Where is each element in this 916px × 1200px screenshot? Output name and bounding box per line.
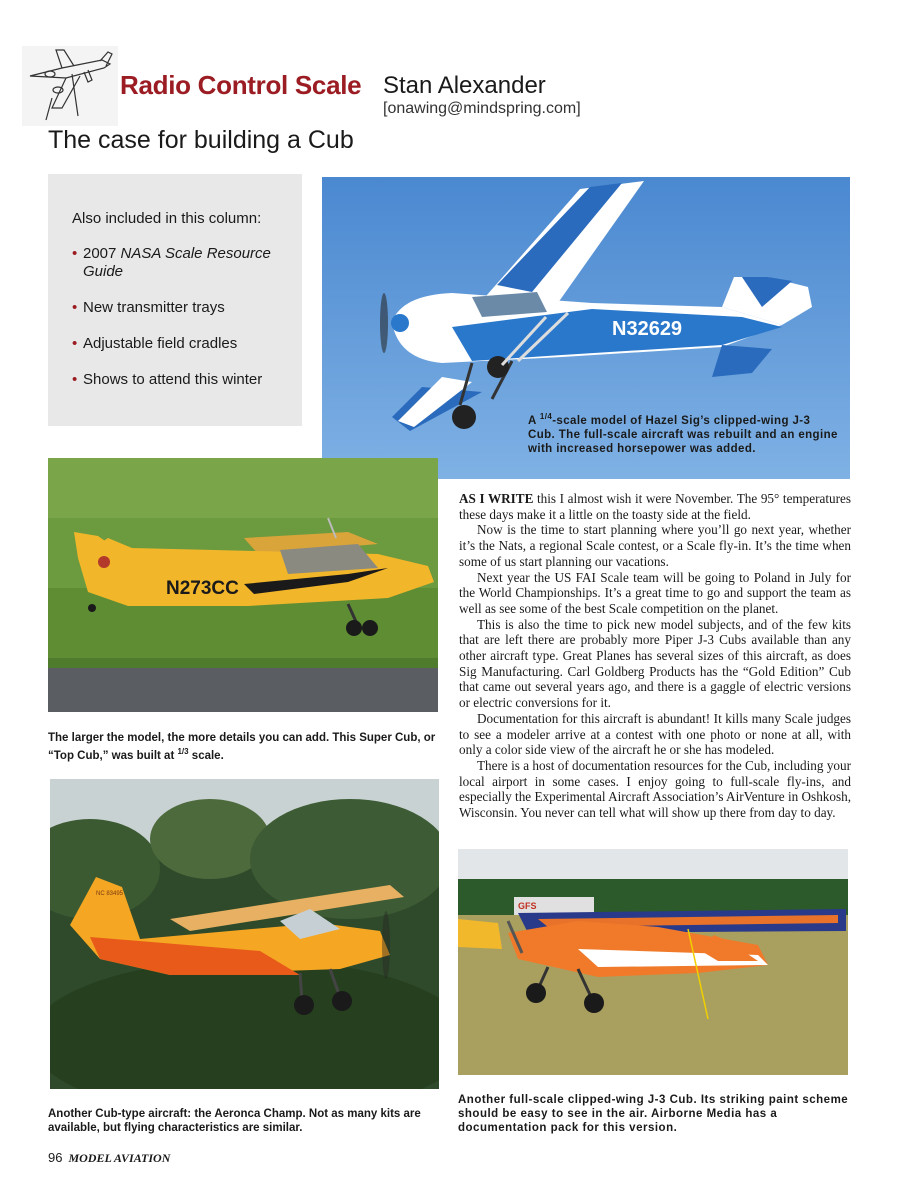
- caption-photo-4: Another full-scale clipped-wing J-3 Cub. Its striking paint scheme should be easy to see in the air. Airborne Media has a documentation pack for this version.: [458, 1094, 849, 1134]
- registration-text: N32629: [612, 318, 683, 340]
- sidebar-item: • Shows to attend this winter: [72, 371, 282, 389]
- body-paragraph: AS I WRITE this I almost wish it were November. The 95° temperatures these days make it a little on the toasty side at the field.: [459, 491, 852, 522]
- sidebar-item: • Adjustable field cradles: [72, 335, 282, 353]
- photo-aeronca-champ: [50, 779, 439, 1089]
- sidebar-item: • New transmitter trays: [72, 299, 282, 317]
- body-paragraph: This is also the time to pick new model subjects, and of the few kits that are left there are probably more Piper J-3 Cubs available than any other aircraft type. Great Planes has several sizes of this aircraft, as does Sig Manufacturing. Carl Goldberg Products has the “Gold Edition” Cub that came out several years ago, and there is a gaggle of electric versions or electric conversions for it.: [459, 616, 851, 711]
- sidebar-title: Also included in this column:: [72, 210, 262, 227]
- dc3-logo-icon: [22, 46, 118, 126]
- author-name: Stan Alexander: [383, 72, 546, 99]
- sign-text: GFS: [518, 901, 537, 911]
- photo-orange-cub: [458, 849, 848, 1075]
- sidebar-box: [48, 174, 302, 426]
- body-paragraph: Next year the US FAI Scale team will be going to Poland in July for the World Championships. It’s a great time to go and support the team as well as see some of the best Scale competition on the planet.: [459, 569, 851, 616]
- author-email[interactable]: [onawing@mindspring.com]: [383, 100, 581, 117]
- sidebar-item: • 2007 NASA Scale Resource Guide: [72, 245, 282, 281]
- caption-photo-3: Another Cub-type aircraft: the Aeronca Champ. Not as many kits are available, but flying characteristics are similar.: [48, 1108, 421, 1134]
- tail-number-text: NC 83495: [96, 891, 124, 897]
- article-headline: The case for building a Cub: [48, 126, 354, 154]
- body-paragraph: Documentation for this aircraft is abundant! It kills many Scale judges to see a modeler arrive at a contest with one photo or none at all, with only a color side view of the aircraft he or she has modeled.: [459, 710, 851, 758]
- page-number: 96: [48, 1150, 63, 1165]
- page-footer: [48, 1150, 170, 1166]
- caption-photo-1: A $^{1/4}$-scale model of Hazel Sig’s clipped-wing J-3 Cub. The full-scale aircraft was rebuilt and an engine with increased horsepower was added.: [528, 412, 838, 455]
- photo-top-cub: [48, 458, 438, 712]
- sidebar-list: [72, 245, 282, 389]
- body-paragraph: Now is the time to start planning where you’ll go next year, whether it’s the Nats, a regional Scale contest, or a Scale fly-in. It’s the time when some of us start planning our vacations.: [459, 522, 851, 569]
- caption-photo-2: The larger the model, the more details you can add. This Super Cub, or “Top Cub,” was built at $^{1/3}$ scale.: [48, 732, 436, 762]
- article-body: [459, 491, 851, 821]
- section-title: Radio Control Scale: [120, 70, 362, 100]
- magazine-name: MODEL AVIATION: [68, 1151, 171, 1165]
- body-paragraph: There is a host of documentation resources for the Cub, including your local airport in some cases. I enjoy going to full-scale fly-ins, and especially the Experimental Aircraft Association’s AirVenture in Oshkosh, Wisconsin. You never can tell what will show up there from day to day.: [459, 757, 851, 821]
- registration-text: N273CC: [166, 578, 239, 599]
